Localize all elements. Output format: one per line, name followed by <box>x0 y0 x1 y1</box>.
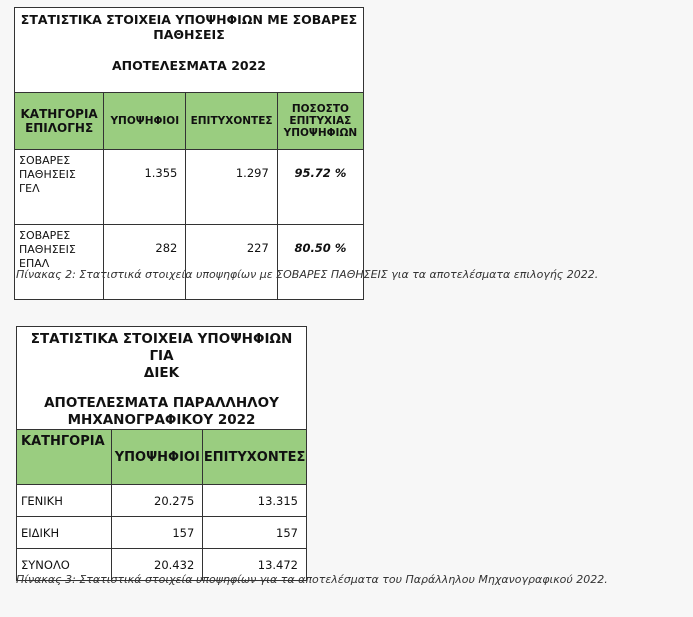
table2-row3-candidates: 20.432 <box>112 549 203 581</box>
table1-row2-candidates: 282 <box>104 225 186 300</box>
table2-caption: Πίνακας 3: Στατιστικά στοιχεία υποψηφίων για τα αποτελέσματα του Παράλληλου Μηχανογραφικού 2022. <box>16 573 608 586</box>
table2-subtitle-line2: ΜΗΧΑΝΟΓΡΑΦΙΚΟΥ 2022 <box>67 412 256 428</box>
table2-subtitle-line1: ΑΠΟΤΕΛΕΣΜΑΤΑ ΠΑΡΑΛΛΗΛΟΥ <box>44 395 279 411</box>
table2-title-line2: ΔΙΕΚ <box>143 365 180 381</box>
table-row <box>15 150 364 225</box>
table2-row2-category: ΕΙΔΙΚΗ <box>17 517 112 549</box>
table2-row1-category: ΓΕΝΙΚΗ <box>17 485 112 517</box>
serious-conditions-table <box>14 7 364 300</box>
table2-header-successful: ΕΠΙΤΥΧΟΝΤΕΣ <box>203 430 307 485</box>
table2-row2-successful: 157 <box>203 517 307 549</box>
table1-row1-category: ΣΟΒΑΡΕΣ ΠΑΘΗΣΕΙΣ ΓΕΛ <box>15 150 104 225</box>
table-row <box>17 517 307 549</box>
table1-caption: Πίνακας 2: Στατιστικά στοιχεία υποψηφίων με ΣΟΒΑΡΕΣ ΠΑΘΗΣΕΙΣ για τα αποτελέσματα επιλογής 2022. <box>16 268 599 281</box>
table1-row1-successful: 1.297 <box>186 150 277 225</box>
table1-title <box>15 8 364 93</box>
table2-row1-successful: 13.315 <box>203 485 307 517</box>
diek-table <box>16 326 307 581</box>
table1-row2-successful: 227 <box>186 225 277 300</box>
table1-header-percent: ΠΟΣΟΣΤΟ ΕΠΙΤΥΧΙΑΣ ΥΠΟΨΗΦΙΩΝ <box>277 93 363 150</box>
table1-row1-candidates: 1.355 <box>104 150 186 225</box>
table-row <box>17 485 307 517</box>
table1-header-candidates: ΥΠΟΨΗΦΙΟΙ <box>104 93 186 150</box>
table1-header-category: ΚΑΤΗΓΟΡΙΑ ΕΠΙΛΟΓΗΣ <box>15 93 104 150</box>
table2-row3-successful: 13.472 <box>203 549 307 581</box>
table2-header-candidates: ΥΠΟΨΗΦΙΟΙ <box>112 430 203 485</box>
table1-row2-category: ΣΟΒΑΡΕΣ ΠΑΘΗΣΕΙΣ ΕΠΑΛ <box>15 225 104 300</box>
table2-row3-category: ΣΥΝΟΛΟ <box>17 549 112 581</box>
table2-row1-candidates: 20.275 <box>112 485 203 517</box>
table1-row2-percent: 80.50 % <box>277 225 363 300</box>
table1-title-line1: ΣΤΑΤΙΣΤΙΚΑ ΣΤΟΙΧΕΙΑ ΥΠΟΨΗΦΙΩΝ ΜΕ ΣΟΒΑΡΕΣ <box>20 12 358 27</box>
table1-title-line2: ΠΑΘΗΣΕΙΣ <box>153 27 225 42</box>
table1-subtitle: ΑΠΟΤΕΛΕΣΜΑΤΑ 2022 <box>111 58 267 73</box>
table1-header-successful: ΕΠΙΤΥΧΟΝΤΕΣ <box>186 93 277 150</box>
table2-row2-candidates: 157 <box>112 517 203 549</box>
table2-title-line1: ΣΤΑΤΙΣΤΙΚΑ ΣΤΟΙΧΕΙΑ ΥΠΟΨΗΦΙΩΝ ΓΙΑ <box>30 331 293 364</box>
table2-title <box>17 327 307 430</box>
table-row <box>15 225 364 300</box>
table2-header-category: ΚΑΤΗΓΟΡΙΑ <box>17 430 112 485</box>
table1-row1-percent: 95.72 % <box>277 150 363 225</box>
